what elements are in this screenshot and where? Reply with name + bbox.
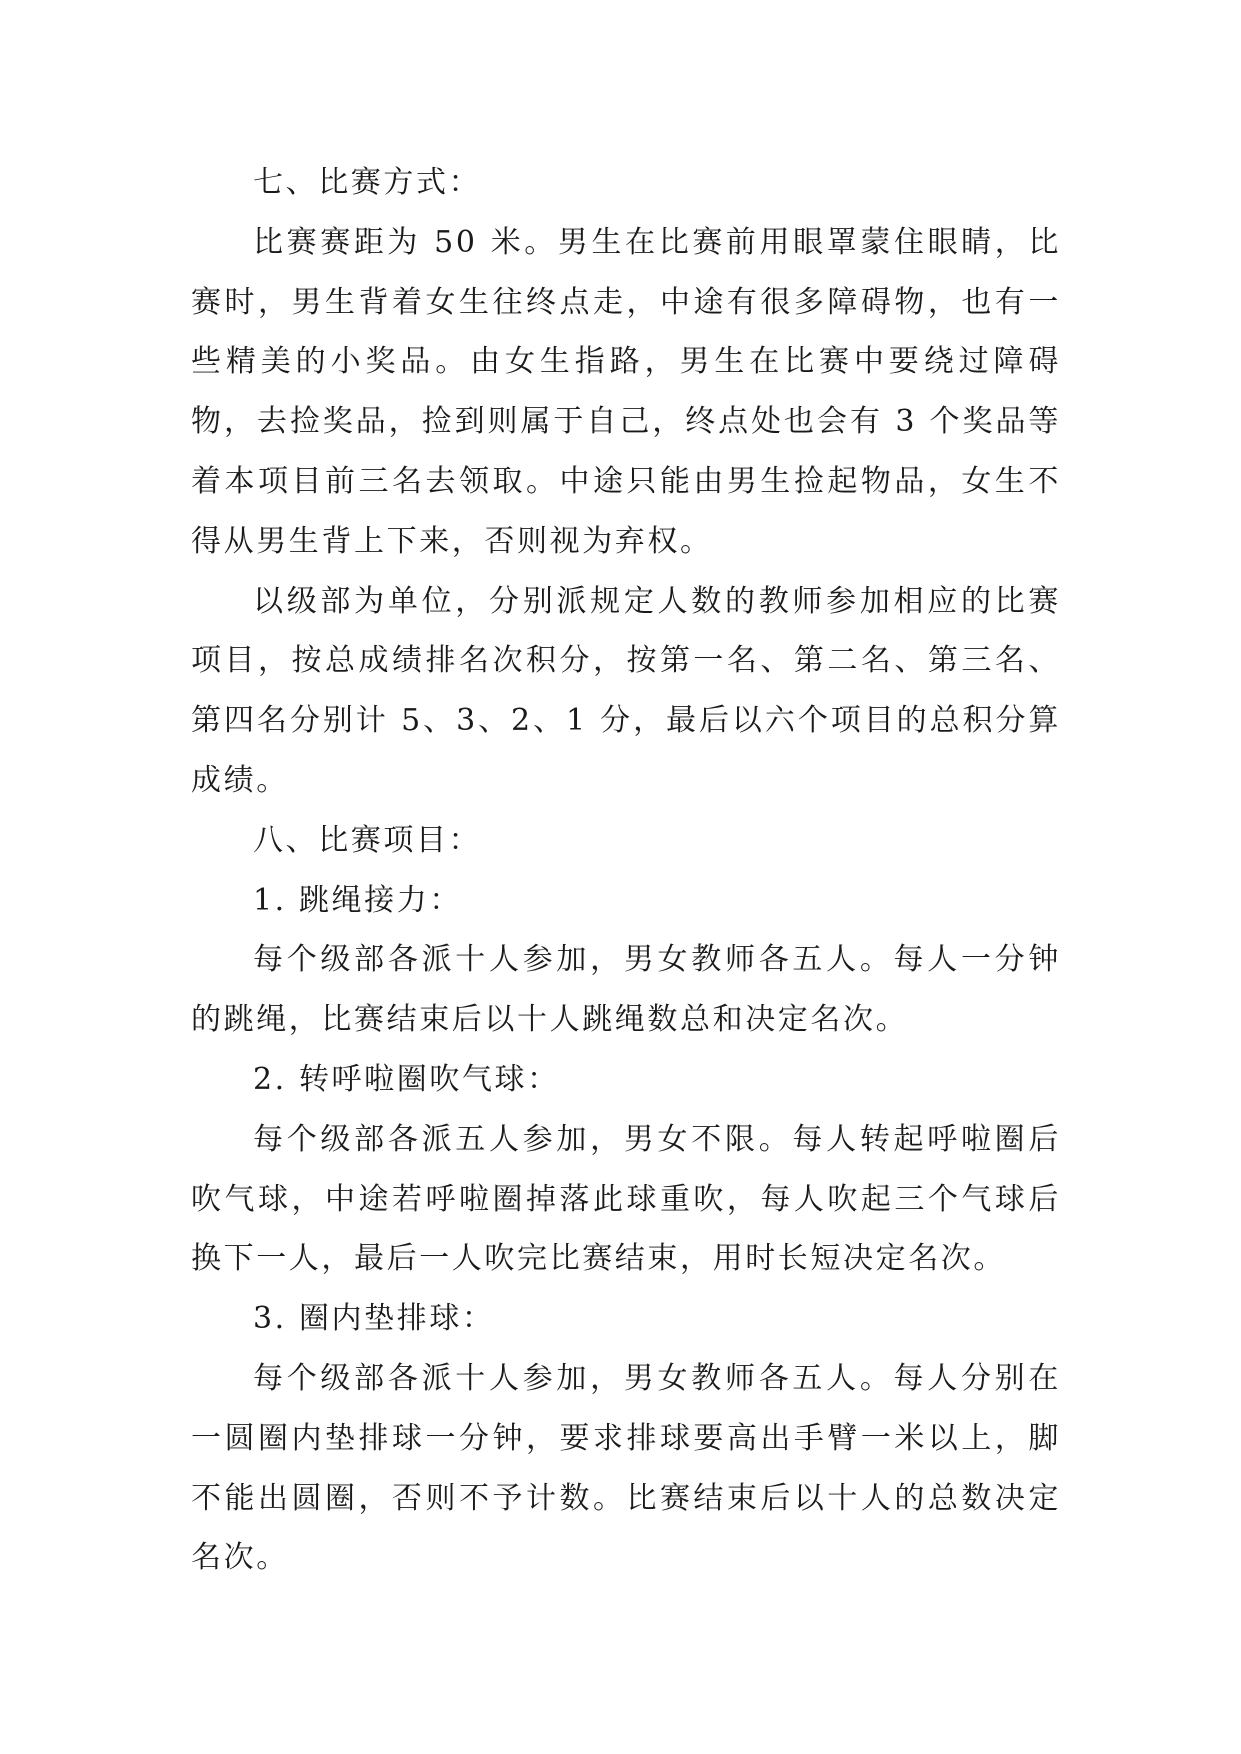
- paragraph-competition-format-rules: 比赛赛距为 50 米。男生在比赛前用眼罩蒙住眼睛，比赛时，男生背着女生往终点走，中途有很多障碍物，也有一些精美的小奖品。由女生指路，男生在比赛中要绕过障碍物，去捡奖品，捡到则属于自己，终点处也会有 3 个奖品等着本项目前三名去领取。中途只能由男生捡起物品，女生不得从男生背上下来，否则视为弃权。: [191, 224, 1061, 559]
- paragraph-volleyball-circle: 每个级部各派十人参加，男女教师各五人。每人分别在一圆圈内垫排球一分钟，要求排球要高出手臂一米以上，脚不能出圆圈，否则不予计数。比赛结束后以十人的总数决定名次。: [191, 1360, 1061, 1576]
- event-heading-jump-rope-relay: 1. 跳绳接力：: [253, 882, 462, 918]
- document-body: [191, 153, 1061, 1588]
- section-heading-competition-format: 七、比赛方式：: [253, 165, 482, 200]
- paragraph-hula-hoop-balloon: 每个级部各派五人参加，男女不限。每人转起呼啦圈后吹气球，中途若呼啦圈掉落此球重吹，每人吹起三个气球后换下一人，最后一人吹完比赛结束，用时长短决定名次。: [191, 1121, 1061, 1277]
- paragraph-scoring-rules: 以级部为单位，分别派规定人数的教师参加相应的比赛项目，按总成绩排名次积分，按第一名、第二名、第三名、第四名分别计 5、3、2、1 分，最后以六个项目的总积分算成绩。: [191, 583, 1061, 798]
- paragraph-jump-rope-relay: 每个级部各派十人参加，男女教师各五人。每人一分钟的跳绳，比赛结束后以十人跳绳数总和决定名次。: [191, 942, 1061, 1038]
- section-heading-competition-events: 八、比赛项目：: [253, 822, 482, 858]
- event-heading-volleyball-circle: 3. 圈内垫排球：: [253, 1301, 495, 1337]
- event-heading-hula-hoop-balloon: 2. 转呼啦圈吹气球：: [253, 1061, 560, 1097]
